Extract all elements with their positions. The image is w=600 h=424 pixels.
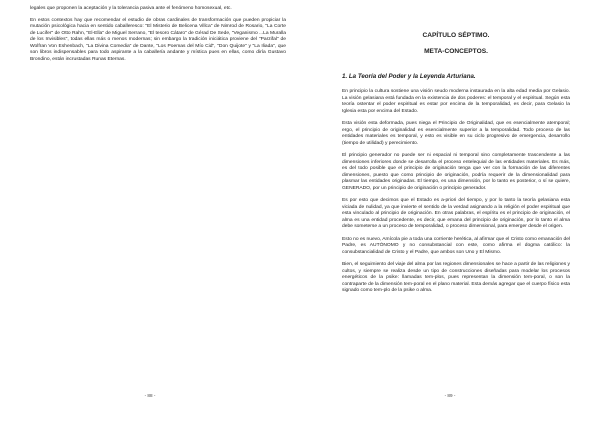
right-paragraph-5: Esto no es nuevo, Amícola pie a toda una corriente herética, al afirmar que el Cristo como emanación del Padre, es AUTÓNOMO y no consubstancial con este, como afirma el dogma católico: la consubstancialidad de Cristo y el Padre, que ambos son Uno y El Mismo. — [342, 236, 570, 255]
right-paragraph-3: El principio generador no puede ser ni espacial ni temporal sino completamente trascendente a las dimensiones inferiores donde se desarrolla el proceso entelequial de las entidades materiales. Es más, es del todo posible que el principio de originación tenga que ver con la formación de las diferentes dimensiones, puesto que como principio de originación, podría requerir de la dimensionalidad para plasmar las entidades originadas. El tiempo, es una dimensión, por lo tanto es posterior, o sí se quiere, GENERADO, por un principio de originación o principio generador. — [342, 153, 570, 191]
section-heading: 1. La Teoría del Poder y la Leyenda Arturiana. — [342, 73, 476, 80]
left-paragraph-1: legales que proponen la aceptación y la tolerancia pasiva ante el fenómeno homosexual, etc. — [30, 6, 232, 11]
right-paragraph-1: En principio la cultura sostiene una visión seudo moderna instaurada en la alta edad media por Gelasio. La visión gelasiana está fundada en la existencia de dos poderes: el temporal y el espiritual. Según esta teoría ostentar el poder espiritual es estar por encima de la temporalidad, es decir, para Gelasio la Iglesia esta por encima del Estado. — [342, 89, 570, 114]
chapter-title: CAPÍTULO SÉPTIMO. — [422, 32, 490, 39]
right-paragraph-4: Es por esto que decimos que el Estado es a-priori del tiempo, y por lo tanto la teoría gelasiana esta viciada de nulidad, ya que invierte el sentido de la verdad asignando a la religión el poder espiritual que esta vinculado al principio de originación. En otras palabras, el espíritu es el principio de originación, el alma es una entidad procedente, es decir, que emana del principio de originación, por lo tanto el alma debe someterse a un proceso de temporalidad, o proceso dimensional, para emerger desde el origen. — [342, 198, 570, 229]
right-paragraph-2: Esta visión esta deformada, pues niega el Principio de Originalidad, que es esencialmente atemporal; ergo, el principio de originalidad es esencialmente superior a la temporalidad. Todo proceso de las entidades materiales es temporal, y esto es visible en su ciclo progresivo de emergencia, desarrollo (tiempo de utilidad) y perecimiento. — [342, 121, 570, 146]
right-page — [300, 0, 600, 424]
left-paragraph-2: En estos contextos hay que recomendar el estudio de obras cardinales de transformación que pueden propiciar la mutación psicológica hacia en sentido caballeresco: "El Misterio de Belicena Villca" de Nimrod de Rosario, "La Corte de Lucifer" de Otto Rahn, "El-Ella" de Miguel Serrano, "El tesoro Cátaro" de Gérad De Sede, "Veganismo ...La Muralla de los Invisibles", todas ellas más o menos modernas; sin embargo la tradición iniciática proviene del "Parzifal" de Wolfran Von Eshenbach, "La Divina Comedia" de Dante, "Los Poemas del Mío Cid", "Don Quijote" y "La Iliada", que son libros indispensables para todo aspirante a la caballería andante y mística pues en ellas, como diría Gustavo Brondino, están incrustadas Runas Eternas. — [30, 17, 286, 62]
chapter-subtitle: META-CONCEPTOS. — [424, 48, 488, 55]
right-page-number: - 89 - — [444, 393, 456, 398]
left-page-number: - 88 - — [144, 393, 156, 398]
right-paragraph-6: Bien, el seguimiento del viaje del alma por las regiones dimensionales se hace a partir de las religiones y cultos, y siempre se realiza desde un tipo de construcciones diseñadas para modelar los procesos energéticos de la psike: llamadas tem-plos, pues representan la dimensión tem-poral, o son la contraparte de la dimensión tem-poral en el plano material. Esta demás agregar que el cuerpo físico esta signado como tem-plo de la psike o alma. — [342, 262, 570, 293]
